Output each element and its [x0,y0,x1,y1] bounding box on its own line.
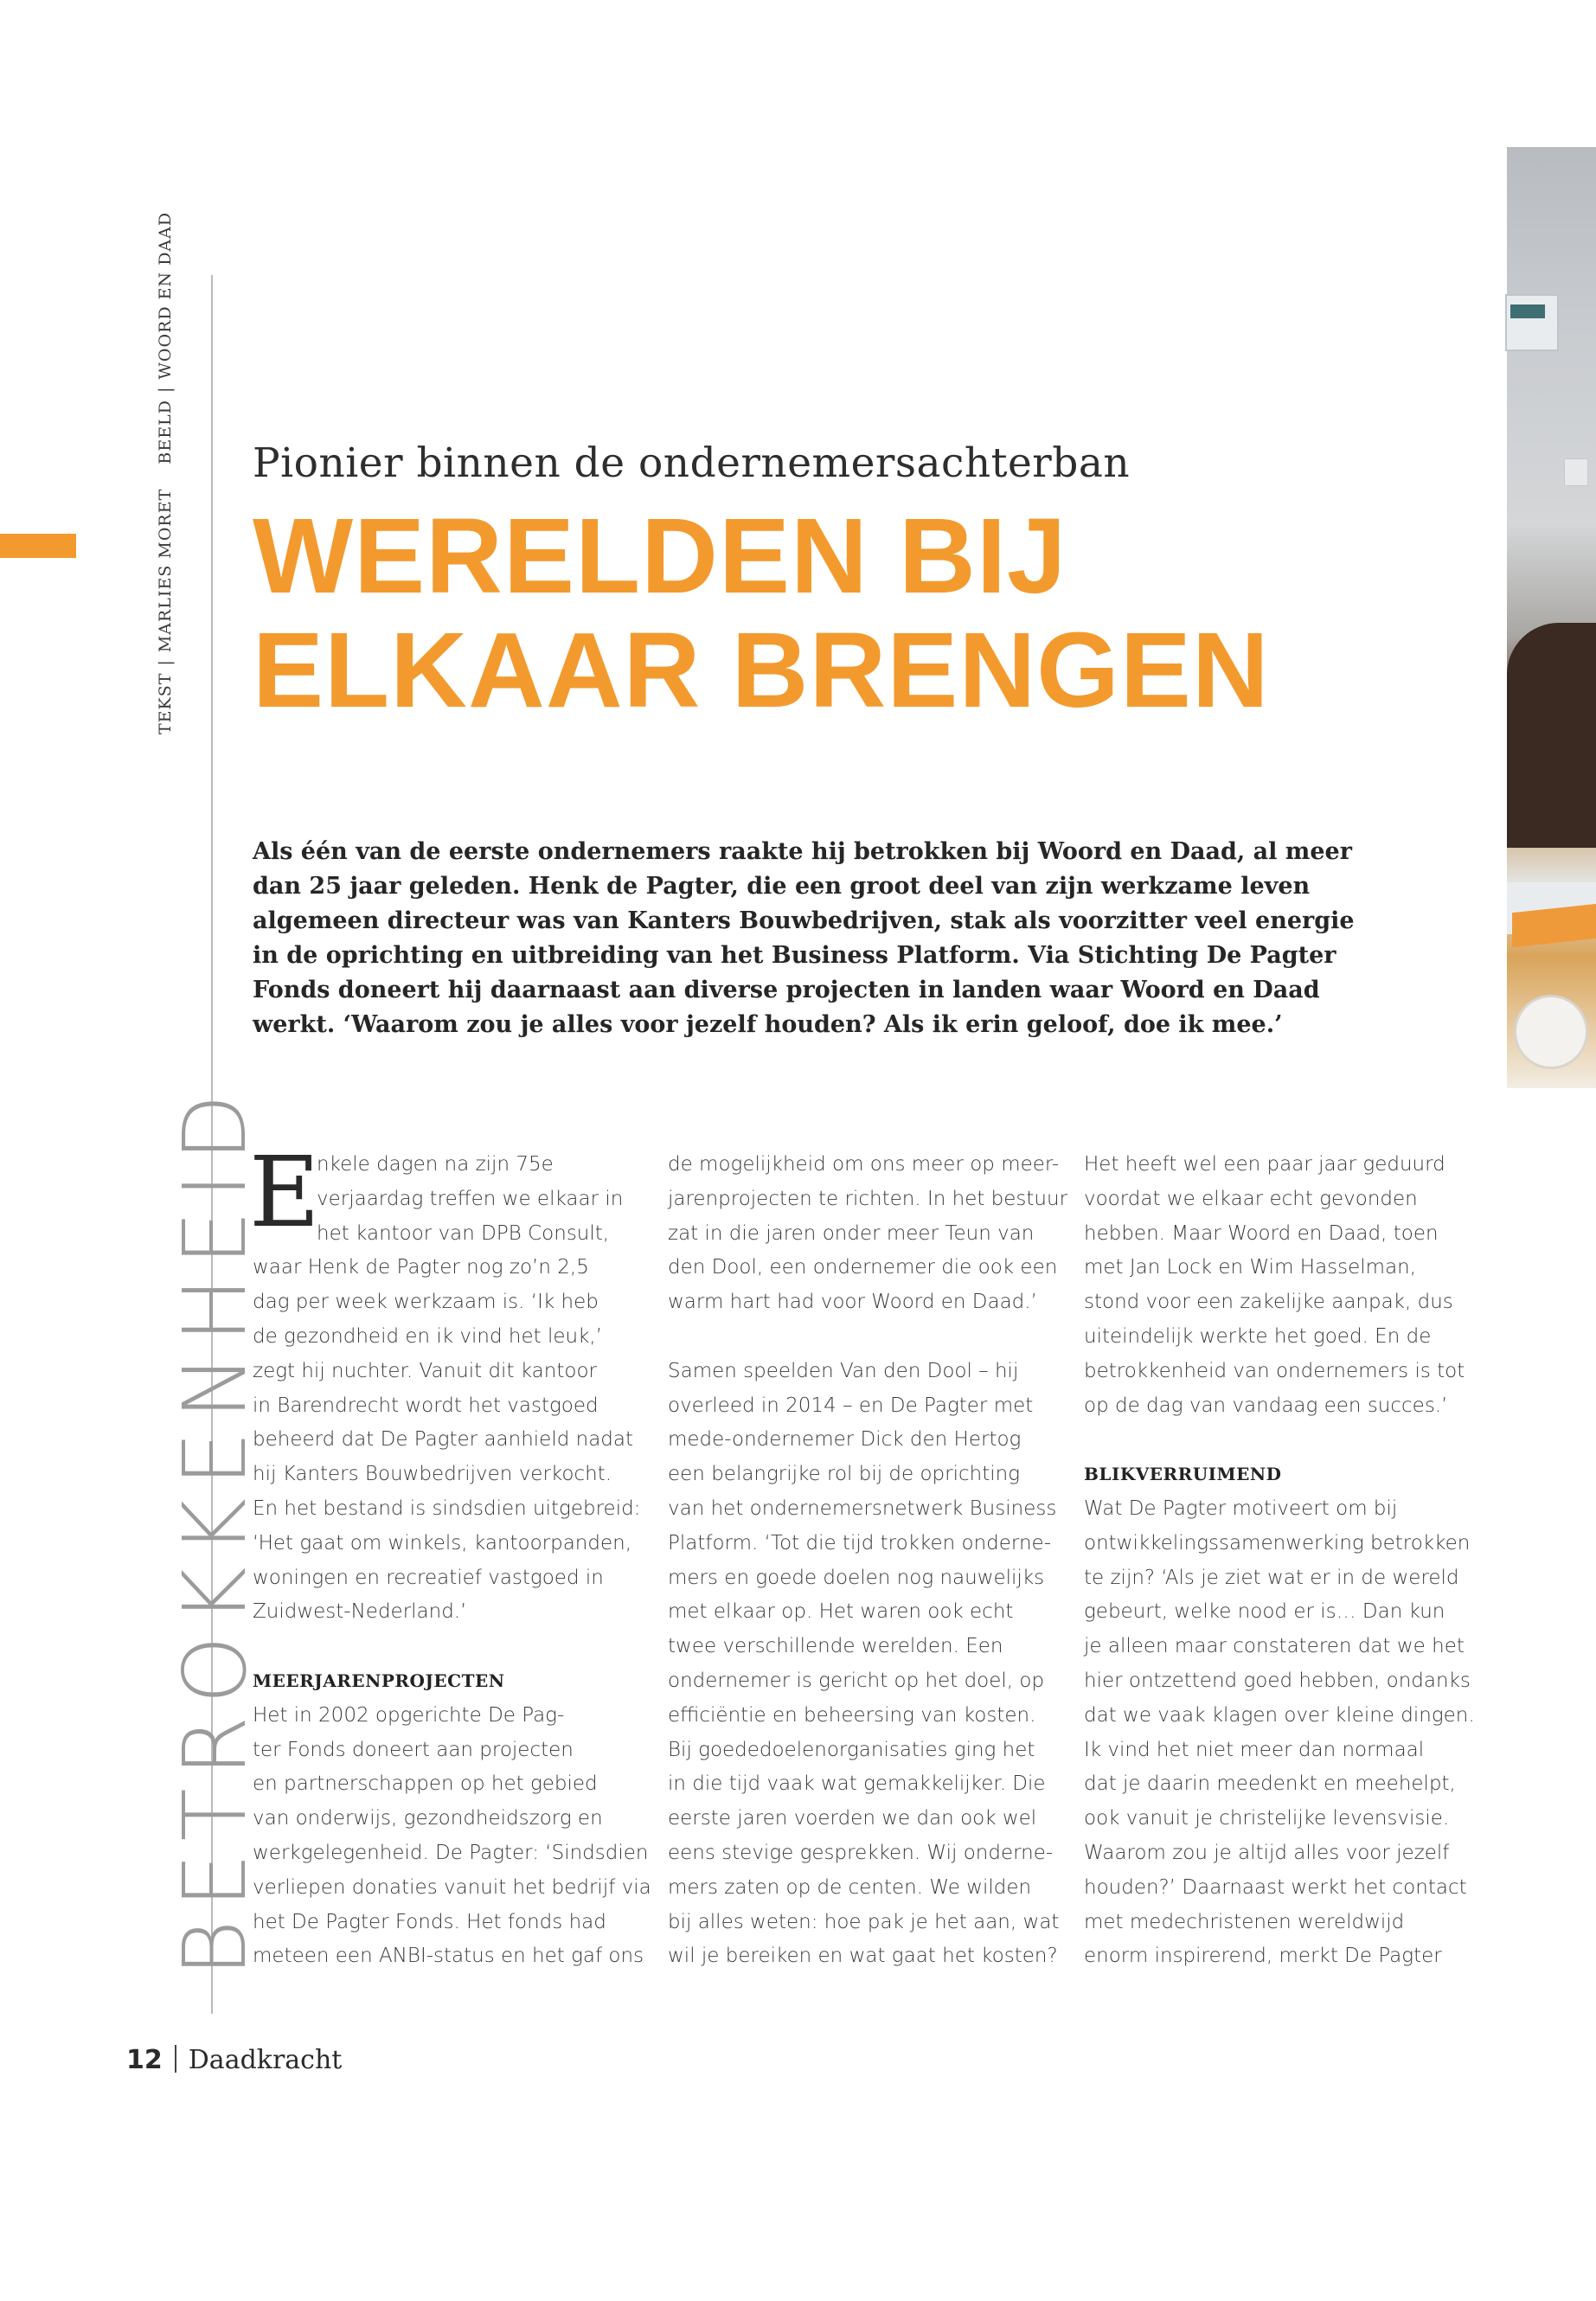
body-line: in die tijd vaak wat gemakkelijker. Die [668,1772,1046,1796]
page-number: 12 [126,2045,163,2075]
page-footer [126,2045,342,2075]
body-line: verjaardag treffen we elkaar in [317,1187,624,1210]
body-line: dat je daarin meedenkt en meehelpt, [1084,1772,1456,1796]
body-line: uiteindelijk werkte het goed. En de [1084,1324,1432,1348]
body-line: warm hart had voor Woord en Daad.’ [668,1291,1037,1314]
body-line: Waarom zou je altijd alles voor jezelf [1084,1841,1450,1864]
footer-divider [175,2045,176,2073]
article-intro [253,835,1377,1042]
body-line: Platform. ‘Tot die tijd trokken onderne- [668,1531,1052,1554]
body-line: jarenprojecten te richten. In het bestuur [668,1187,1068,1210]
body-line: van onderwijs, gezondheidszorg en [253,1807,603,1830]
body-line: van het ondernemersnetwerk Business [668,1497,1057,1520]
credit-image-label: BEELD [156,400,175,465]
body-line: te zijn? ‘Als je ziet wat er in de wereld [1084,1566,1459,1589]
body-line: stond voor een zakelijke aanpak, dus [1084,1291,1453,1314]
photo-light-switch [1564,458,1588,486]
body-line: efficiëntie en beheersing van kosten. [668,1703,1036,1727]
photo-chair [1507,623,1596,848]
body-line: ontwikkelingssamenwerking betrokken [1084,1531,1471,1554]
body-line: hij Kanters Bouwbedrijven verkocht. [253,1463,612,1486]
body-line: op de dag van vandaag een succes.’ [1084,1394,1448,1417]
body-line: Het in 2002 opgerichte De Pag- [253,1703,565,1727]
credit-image: WOORD EN DAAD [156,211,175,380]
body-line: meteen een ANBI-status en het gaf ons [253,1945,644,1968]
body-line: mede-ondernemer Dick den Hertog [668,1428,1022,1452]
body-line: mers en goede doelen nog nauwelijks [668,1566,1045,1589]
photo-plate [1514,995,1588,1069]
intro-line: Als één van de eerste ondernemers raakte hij betrokken bij Woord en Daad, al meer [253,838,1352,865]
body-line: Wat De Pagter motiveert om bij [1084,1497,1398,1520]
body-line: met Jan Lock en Wim Hasselman, [1084,1256,1417,1279]
body-line: je alleen maar constateren dat we het [1084,1635,1465,1658]
body-line: dat we vaak klagen over kleine dingen. [1084,1703,1475,1727]
intro-line: Fonds doneert hij daarnaast aan diverse projecten in landen waar Woord en Daad [253,977,1320,1003]
body-line: werkgelegenheid. De Pagter: ‘Sindsdien [253,1841,649,1864]
body-line: het De Pagter Fonds. Het fonds had [253,1910,606,1933]
article-credits: TEKST|MARLIES MORET BEELD|WOORD EN DAAD [156,211,175,734]
intro-line: dan 25 jaar geleden. Henk de Pagter, die een groot deel van zijn werkzame leven [253,873,1311,900]
body-line: hier ontzettend goed hebben, ondanks [1084,1669,1471,1692]
section-label: BETROKKENHEID [164,1082,266,1977]
body-line: zegt hij nuchter. Vanuit dit kantoor [253,1359,597,1382]
body-line: nkele dagen na zijn 75e [317,1153,554,1176]
body-column-1 [249,1137,651,1974]
body-line: Bij goededoelenorganisaties ging het [668,1738,1035,1761]
body-line: betrokkenheid van ondernemers is tot [1084,1359,1465,1382]
body-line: met elkaar op. Het waren ook echt [668,1600,1014,1624]
body-line: verliepen donaties vanuit het bedrijf via [253,1875,651,1899]
body-line: ‘Het gaat om winkels, kantoorpanden, [253,1531,632,1554]
body-line: houden?’ Daarnaast werkt het contact [1084,1875,1467,1899]
article-photo [1507,147,1596,1088]
title-line: WERELDEN BIJ [253,497,1067,616]
body-line: in Barendrecht wordt het vastgoed [253,1394,599,1417]
body-line: mers zaten op de centen. We wilden [668,1875,1032,1899]
body-line: dag per week werkzaam is. ‘Ik heb [253,1291,599,1314]
body-line: het kantoor van DPB Consult, [317,1221,610,1245]
magazine-name: Daadkracht [188,2045,343,2075]
body-line: beheerd dat De Pagter aanhield nadat [253,1428,634,1452]
body-line: twee verschillende werelden. Een [668,1635,1003,1658]
intro-line: werkt. ‘Waarom zou je alles voor jezelf houden? Als ik erin geloof, doe ik mee.’ [253,1011,1283,1038]
body-line: ook vanuit je christelijke levensvisie. [1084,1807,1450,1830]
body-line: ter Fonds doneert aan projecten [253,1738,574,1761]
body-line: enorm inspirerend, merkt De Pagter [1084,1945,1442,1968]
body-line: de mogelijkheid om ons meer op meer- [668,1153,1060,1176]
photo-thermostat-screen [1510,304,1545,318]
credit-text-label: TEKST [156,672,175,734]
body-line: eerste jaren voerden we dan ook wel [668,1807,1037,1830]
body-line: Samen speelden Van den Dool – hij [668,1359,1019,1382]
title-line: ELKAAR BRENGEN [253,612,1270,730]
body-line: den Dool, een ondernemer die ook een [668,1256,1058,1279]
body-line: hebben. Maar Woord en Daad, toen [1084,1221,1439,1245]
body-line: woningen en recreatief vastgoed in [253,1566,604,1589]
body-line: de gezondheid en ik vind het leuk,’ [253,1324,603,1348]
body-line: ondernemer is gericht op het doel, op [668,1669,1045,1692]
body-line: een belangrijke rol bij de oprichting [668,1463,1021,1486]
body-line: overleed in 2014 – en De Pagter met [668,1394,1034,1417]
intro-line: in de oprichting en uitbreiding van het Business Platform. Via Stichting De Pagter [253,942,1336,969]
subheading-meerjarenprojecten: MEERJARENPROJECTEN [253,1670,505,1691]
body-line: voordat we elkaar echt gevonden [1084,1187,1418,1210]
subheading-blikverruimend: BLIKVERRUIMEND [1084,1464,1282,1485]
body-line: en partnerschappen op het gebied [253,1772,598,1796]
body-column-2 [668,1148,1068,1974]
body-line: wil je bereiken en wat gaat het kosten? [668,1945,1058,1968]
credit-author: MARLIES MORET [156,488,175,653]
body-line: zat in die jaren onder meer Teun van [668,1221,1035,1245]
drop-cap: E [249,1137,320,1249]
article-kicker: Pionier binnen de ondernemersachterban [253,439,1131,487]
body-line: eens stevige gesprekken. Wij onderne- [668,1841,1054,1864]
orange-accent-bar [0,534,76,558]
article-title [253,497,1270,730]
body-line: met medechristenen wereldwijd [1084,1910,1405,1933]
body-line: Zuidwest-Nederland.’ [253,1600,467,1624]
body-line: En het bestand is sindsdien uitgebreid: [253,1497,641,1520]
body-line: gebeurt, welke nood er is… Dan kun [1084,1600,1445,1624]
body-line: waar Henk de Pagter nog zo’n 2,5 [253,1256,589,1279]
intro-line: algemeen directeur was van Kanters Bouwbedrijven, stak als voorzitter veel energie [253,907,1355,934]
body-line: Ik vind het niet meer dan normaal [1084,1738,1425,1761]
body-line: Het heeft wel een paar jaar geduurd [1084,1153,1445,1176]
body-column-3 [1084,1148,1475,1974]
photo-thermostat [1505,294,1559,351]
body-line: bij alles weten: hoe pak je het aan, wat [668,1910,1060,1933]
